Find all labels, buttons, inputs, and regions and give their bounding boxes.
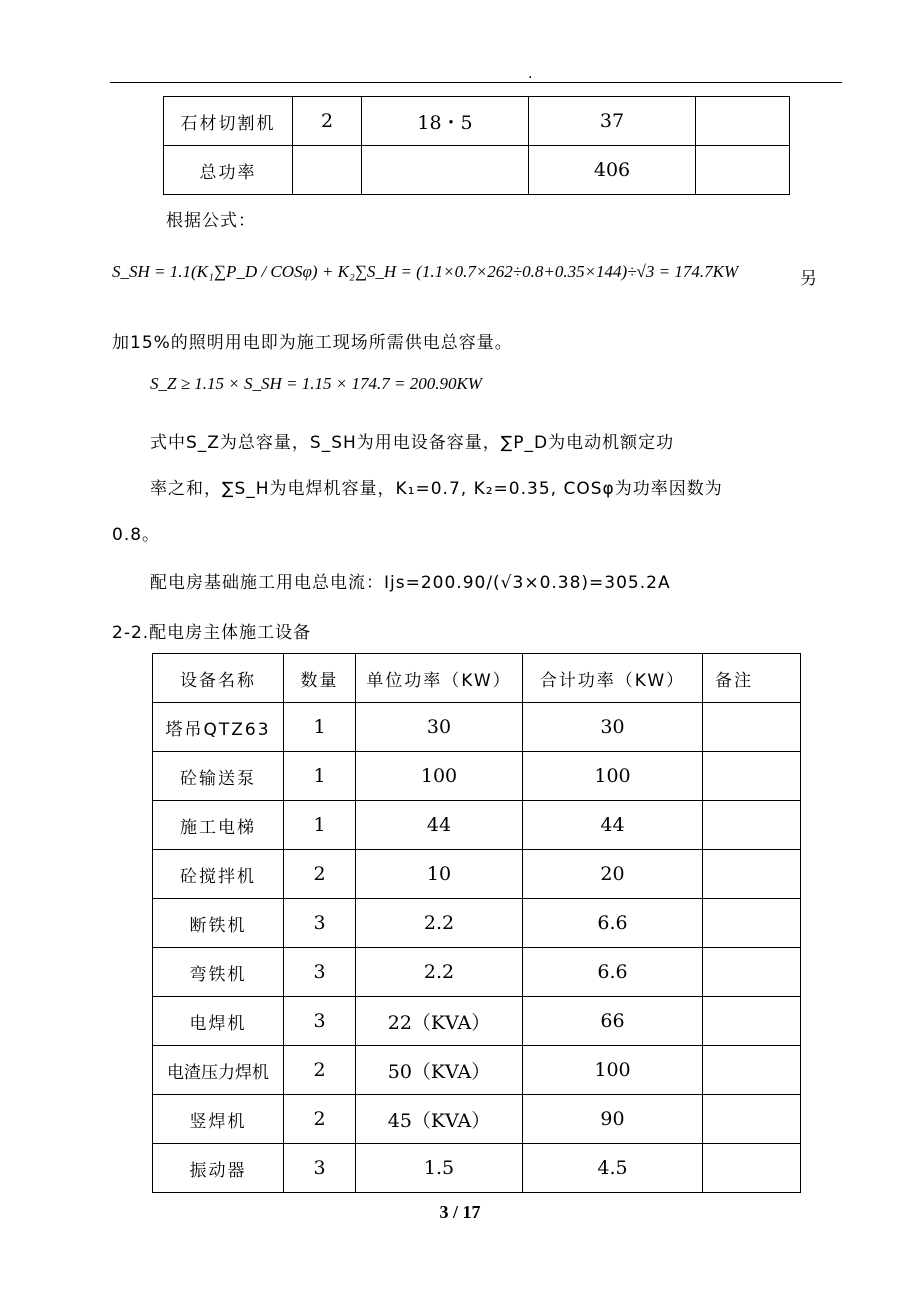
table-cell [703,801,801,850]
table-cell: 竖焊机 [153,1095,284,1144]
table-cell: 45（KVA） [356,1095,523,1144]
table-cell: 砼搅拌机 [153,850,284,899]
lighting-paragraph: 加15%的照明用电即为施工现场所需供电总容量。 [112,333,513,353]
table-cell: 2.2 [356,948,523,997]
header-mark: . [528,66,533,82]
table-cell: 2 [293,97,362,146]
table-cell: 44 [523,801,703,850]
table-cell [696,146,790,195]
table-cell: 2 [284,850,356,899]
table-cell: 电渣压力焊机 [153,1046,284,1095]
table-cell [293,146,362,195]
column-header: 数量 [284,654,356,703]
table-cell: 4.5 [523,1144,703,1193]
table-cell [703,752,801,801]
table-cell: 30 [523,703,703,752]
equipment-table [152,653,801,1193]
table-cell: 施工电梯 [153,801,284,850]
table-cell: 100 [356,752,523,801]
table-cell: 10 [356,850,523,899]
table-cell: 3 [284,899,356,948]
table-cell: 弯铁机 [153,948,284,997]
table-header-row [153,654,801,703]
table-cell [703,1144,801,1193]
formula-main: S_SH = 1.1(K₁∑P_D / COSφ) + K₂∑S_H = (1.1×0.7×262÷0.8+0.35×144)÷√3 = 174.7KW [112,262,739,281]
table-cell [703,899,801,948]
table-cell: 总功率 [164,146,293,195]
table-row [164,146,790,195]
table-cell: 100 [523,752,703,801]
table-cell: 1 [284,703,356,752]
section-title: 2-2.配电房主体施工设备 [112,623,312,643]
table-row [153,752,801,801]
table-cell: 砼输送泵 [153,752,284,801]
table-cell: 22（KVA） [356,997,523,1046]
table-cell [703,997,801,1046]
page-number: 3 / 17 [439,1202,481,1222]
table-cell: 44 [356,801,523,850]
table-row [153,899,801,948]
table-cell: 37 [529,97,696,146]
header-rule [110,82,842,83]
table-cell: 2 [284,1095,356,1144]
table-cell: 石材切割机 [164,97,293,146]
table-cell: 1.5 [356,1144,523,1193]
table-cell: 66 [523,997,703,1046]
column-header: 合计功率（KW） [523,654,703,703]
table-cell [703,1095,801,1144]
table-cell: 2.2 [356,899,523,948]
formula-suffix: 另 [800,269,818,289]
table-cell: 1 [284,801,356,850]
table-cell: 2 [284,1046,356,1095]
table-cell: 振动器 [153,1144,284,1193]
table-cell: 断铁机 [153,899,284,948]
table-row [153,801,801,850]
table-cell [362,146,529,195]
definition-line-1: 式中S_Z为总容量，S_SH为用电设备容量，∑P_D为电动机额定功 [150,433,675,453]
column-header: 设备名称 [153,654,284,703]
table-row [153,997,801,1046]
table-cell: 6.6 [523,899,703,948]
table-cell: 塔吊QTZ63 [153,703,284,752]
table-row [153,1046,801,1095]
table-cell [703,948,801,997]
table-row [164,97,790,146]
formula-intro: 根据公式： [166,211,256,231]
table-cell [703,703,801,752]
table-cell: 18・5 [362,97,529,146]
current-calculation: 配电房基础施工用电总电流：Ijs=200.90/(√3×0.38)=305.2A [150,573,671,593]
column-header: 备注 [703,654,801,703]
table-cell: 3 [284,997,356,1046]
table-row [153,850,801,899]
sz-formula: S_Z ≥ 1.15 × S_SH = 1.15 × 174.7 = 200.90KW [150,374,482,393]
table-row [153,1144,801,1193]
table-cell [696,97,790,146]
table-cell: 电焊机 [153,997,284,1046]
table-cell [703,1046,801,1095]
column-header: 单位功率（KW） [356,654,523,703]
table-cell: 406 [529,146,696,195]
definition-line-2: 率之和，∑S_H为电焊机容量，K₁=0.7, K₂=0.35, COSφ为功率因数为 [150,479,723,499]
definition-line-3: 0.8。 [112,525,161,545]
table-cell: 90 [523,1095,703,1144]
table-cell: 100 [523,1046,703,1095]
table-row [153,948,801,997]
table-cell: 3 [284,948,356,997]
table-cell: 30 [356,703,523,752]
table-row [153,703,801,752]
equipment-table-continued [163,96,790,195]
table-cell: 3 [284,1144,356,1193]
table-cell: 50（KVA） [356,1046,523,1095]
table-cell: 1 [284,752,356,801]
table-cell [703,850,801,899]
table-cell: 20 [523,850,703,899]
table-row [153,1095,801,1144]
table-cell: 6.6 [523,948,703,997]
